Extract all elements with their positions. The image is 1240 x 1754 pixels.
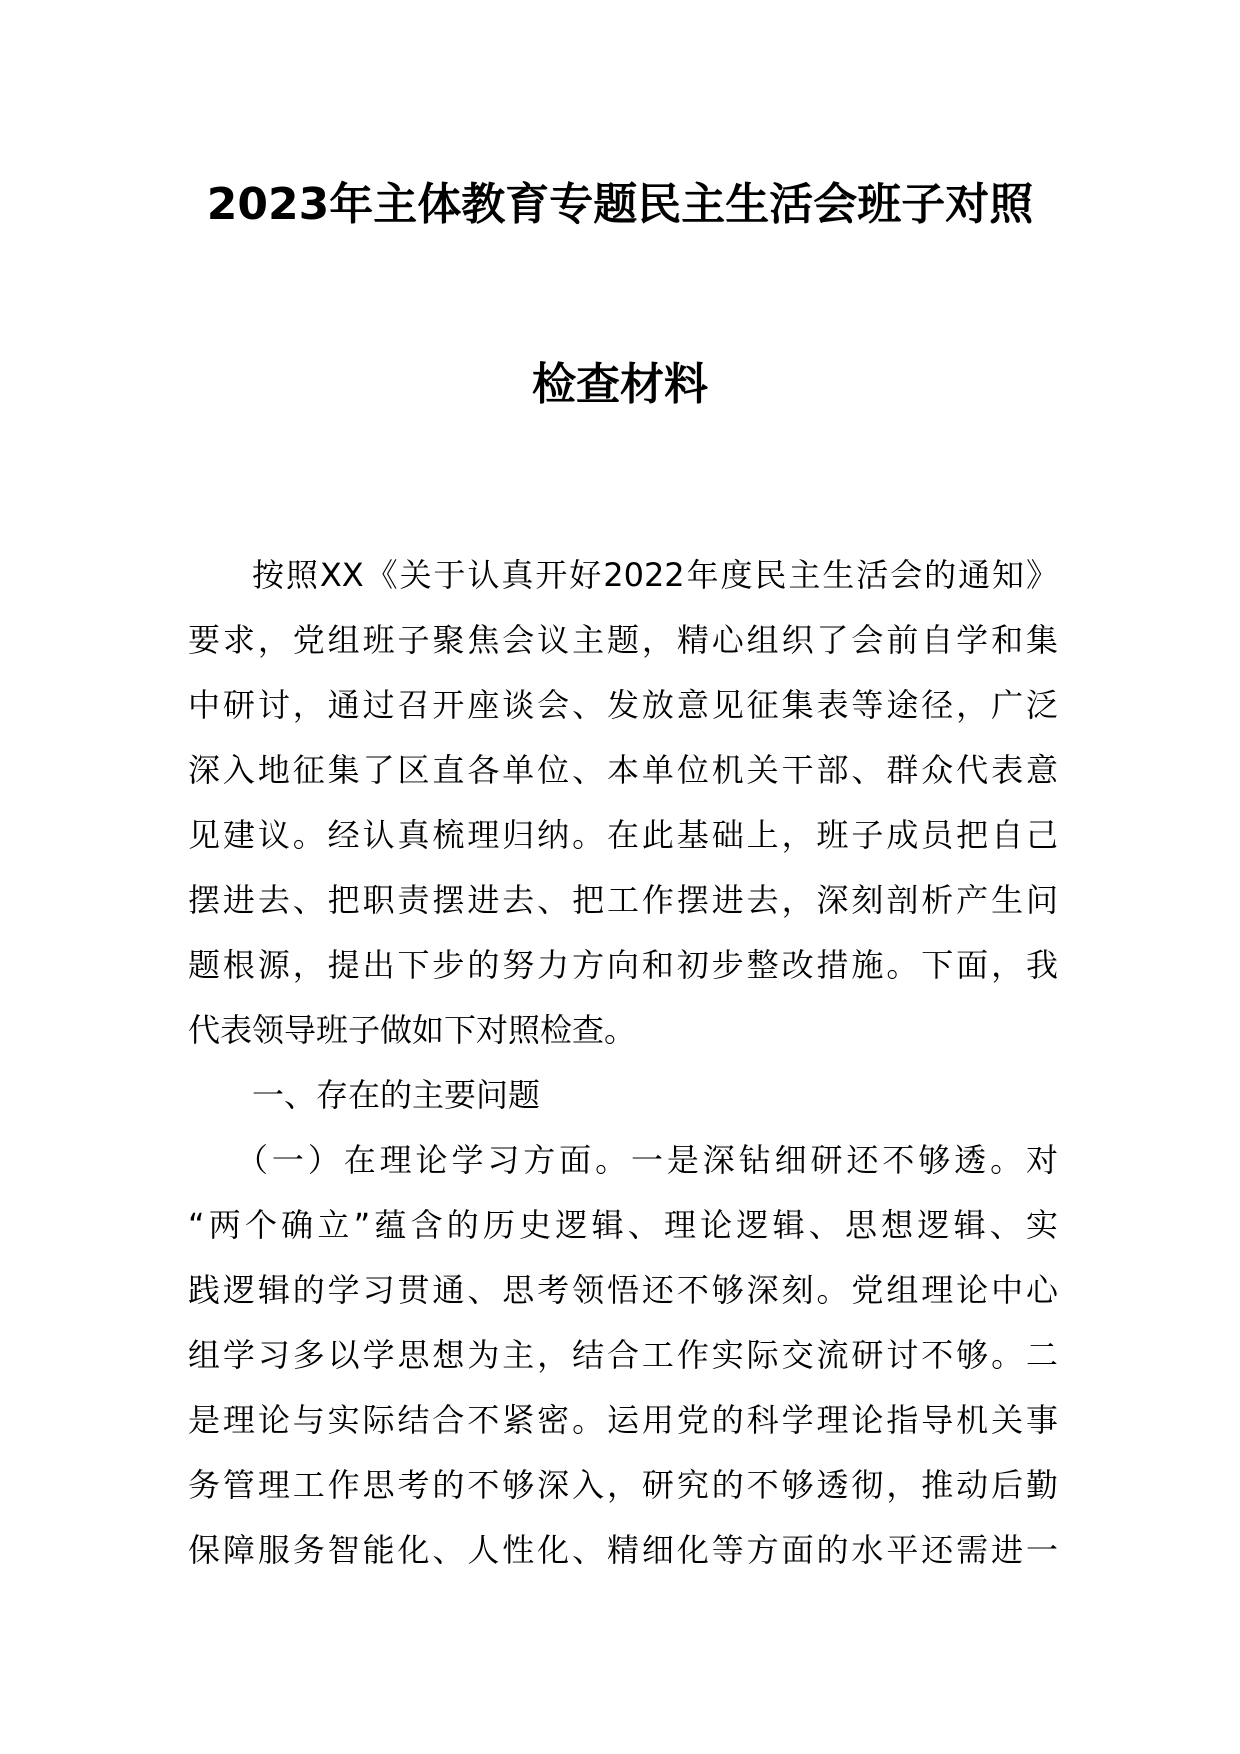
body-line: 代表领导班子做如下对照检查。: [188, 1011, 637, 1049]
body-line: 组学习多以学思想为主，结合工作实际交流研讨不够。二: [188, 1336, 1058, 1374]
body-line: “两个确立”蕴含的历史逻辑、理论逻辑、思想逻辑、实: [188, 1206, 1058, 1244]
body-line: 深入地征集了区直各单位、本单位机关干部、群众代表意: [188, 751, 1058, 789]
section-heading: 一、存在的主要问题: [252, 1076, 541, 1114]
document-title-line-2: 检查材料: [532, 359, 708, 410]
body-line: 要求，党组班子聚焦会议主题，精心组织了会前自学和集: [188, 621, 1058, 659]
body-line: 见建议。经认真梳理归纳。在此基础上，班子成员把自己: [188, 816, 1058, 854]
body-line: 题根源，提出下步的努力方向和初步整改措施。下面，我: [188, 946, 1058, 984]
document-body: [188, 543, 1058, 1583]
body-line: 是理论与实际结合不紧密。运用党的科学理论指导机关事: [188, 1401, 1058, 1439]
body-line: 保障服务智能化、人性化、精细化等方面的水平还需进一: [188, 1531, 1058, 1569]
body-line: 按照XX《关于认真开好2022年度民主生活会的通知》: [252, 556, 1058, 594]
body-line: 摆进去、把职责摆进去、把工作摆进去，深刻剖析产生问: [188, 881, 1058, 919]
body-line: 践逻辑的学习贯通、思考领悟还不够深刻。党组理论中心: [188, 1271, 1058, 1309]
document-title-line-1: 2023年主体教育专题民主生活会班子对照: [206, 179, 1034, 230]
body-line: （一）在理论学习方面。一是深钻细研还不够透。对: [236, 1141, 1058, 1179]
body-line: 中研讨，通过召开座谈会、发放意见征集表等途径，广泛: [188, 686, 1058, 724]
body-line: 务管理工作思考的不够深入，研究的不够透彻，推动后勤: [188, 1466, 1058, 1504]
